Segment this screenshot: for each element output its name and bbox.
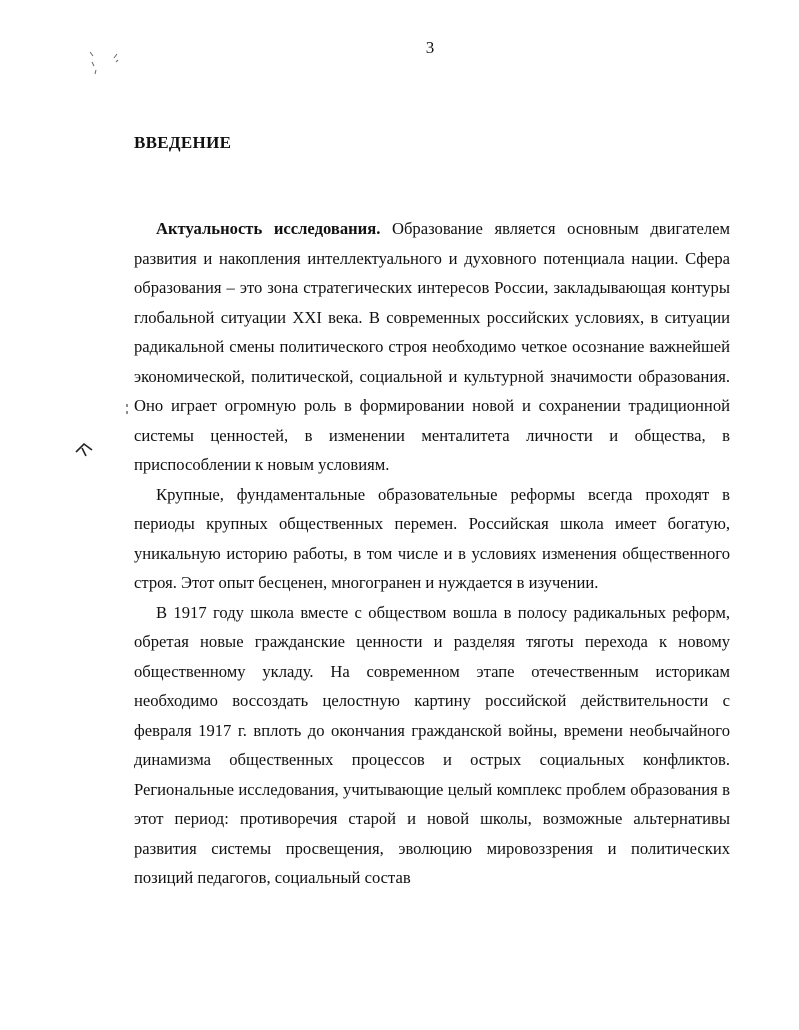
- paragraph-text: Образование является основным двигателем развития и накопления интеллектуального и духовного потенциала нации. Сфера образования – это зона стратегических интересов России, закладывающая контуры глобальной ситуации XXI века. В современных российских условиях, в ситуации радикальной смены политического строя необходимо четкое осознание важнейшей экономической, политической, социальной и культурной значимости образования. Оно играет огромную роль в формировании новой и сохранении традиционной системы ценностей, в изменении менталитета личности и общества, в приспособлении к новым условиям.: [134, 219, 730, 474]
- paragraph-text: Крупные, фундаментальные образовательные реформы всегда проходят в периоды крупных общественных перемен. Российская школа имеет богатую, уникальную историю работы, в том числе и в условиях изменения общественного строя. Этот опыт бесценен, многогранен и нуждается в изучении.: [134, 484, 730, 592]
- section-heading: ВВЕДЕНИЕ: [134, 133, 232, 152]
- paragraph-1917: [134, 598, 730, 893]
- paragraph-relevance: [134, 214, 730, 480]
- scan-speck-top-left: [86, 48, 126, 78]
- paragraph-lead: Актуальность исследования.: [156, 219, 381, 238]
- scan-speck-margin: [74, 440, 96, 460]
- paragraph-reforms: [134, 480, 730, 598]
- page-number: 3: [425, 38, 435, 57]
- scan-speck-left: [124, 402, 130, 416]
- paragraph-text: В 1917 году школа вместе с обществом вошла в полосу радикальных реформ, обретая новые гражданские ценности и разделяя тяготы перехода к новому общественному укладу. На современном этапе отечественным историкам необходимо воссоздать целостную картину российской действительности с февраля 1917 г. вплоть до окончания гражданской войны, времени необычайного динамизма общественных процессов и острых социальных конфликтов. Региональные исследования, учитывающие целый комплекс проблем образования в этот период: противоречия старой и новой школы, возможные альтернативы развития системы просвещения, эволюцию мировоззрения и политических позиций педагогов, социальный состав: [134, 602, 730, 887]
- body-text: [134, 214, 730, 893]
